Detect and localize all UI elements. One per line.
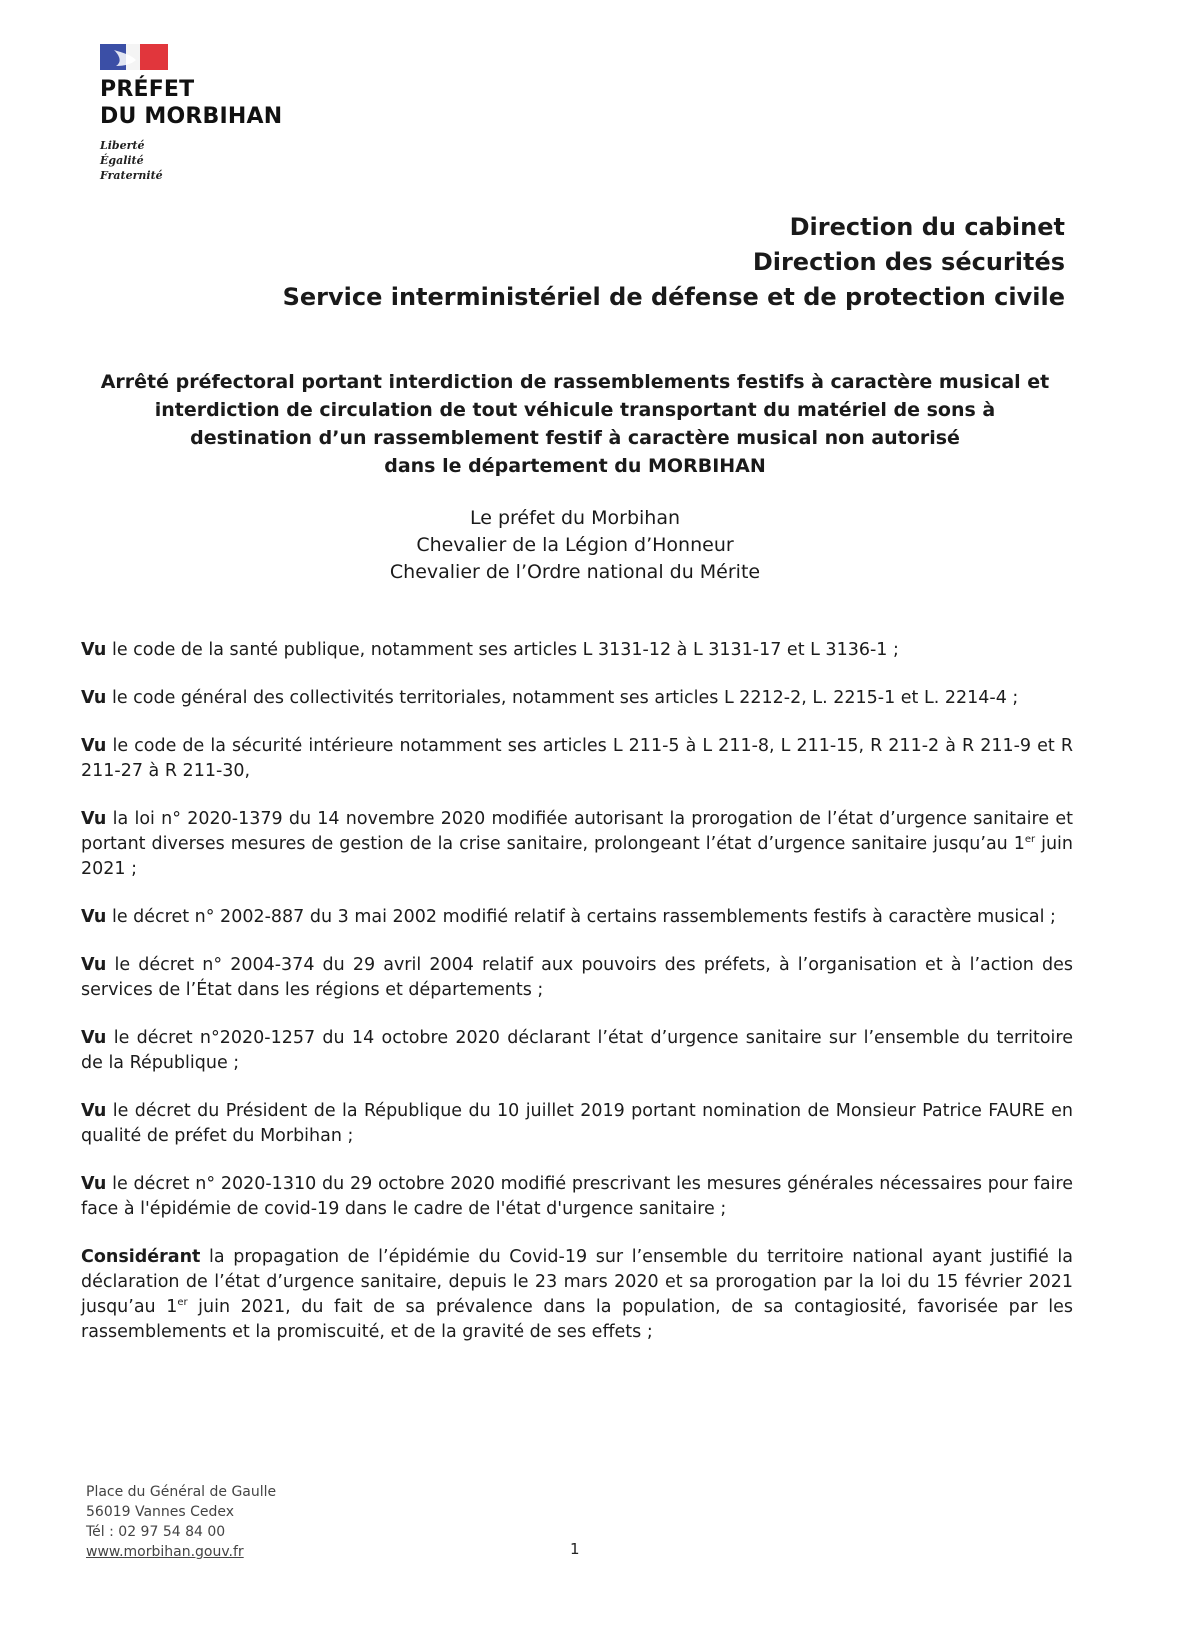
paragraph-text: le décret n° 2004-374 du 29 avril 2004 relatif aux pouvoirs des préfets, à l’organisation et à l’action des services de l’État dans les régions et départements ; — [81, 955, 1073, 1000]
republic-motto — [100, 138, 330, 183]
service-header — [283, 210, 1065, 315]
paragraph-text: le code général des collectivités territoriales, notamment ses articles L 2212-2, L. 2215-1 et L. 2214-4 ; — [111, 688, 1019, 708]
paragraph-considerant — [81, 1245, 1073, 1345]
paragraph-text: le décret n° 2002-887 du 3 mai 2002 modifié relatif à certains rassemblements festifs à caractère musical ; — [111, 907, 1056, 927]
paragraph-text: le code de la sécurité intérieure notamment ses articles L 211-5 à L 211-8, L 211-15, R 211-2 à R 211-9 et R 211-27 à R 211-30, — [81, 736, 1073, 781]
paragraph-vu-decret-2020-1310 — [81, 1172, 1073, 1222]
motto-egalite: Égalité — [100, 154, 144, 167]
paragraph-vu-decret-2020-1257 — [81, 1026, 1073, 1076]
paragraph-vu-decret-2002-887 — [81, 905, 1073, 930]
motto-liberte: Liberté — [100, 139, 145, 152]
authority-line1: Le préfet du Morbihan — [469, 507, 681, 529]
ordinal-superscript: er — [177, 1297, 188, 1309]
footer-address-line2: 56019 Vannes Cedex — [86, 1504, 235, 1520]
document-title — [80, 368, 1070, 480]
footer-website-link[interactable]: www.morbihan.gouv.fr — [86, 1544, 244, 1560]
prefet-name — [100, 76, 330, 130]
paragraph-lead: Vu — [81, 1101, 107, 1121]
title-line1: Arrêté préfectoral portant interdiction de rassemblements festifs à caractère musical et — [100, 371, 1050, 393]
marianne-flag-icon — [100, 44, 168, 70]
paragraph-text: le décret du Président de la République du 10 juillet 2019 portant nomination de Monsieur Patrice FAURE en qualité de préfet du Morbihan ; — [81, 1101, 1073, 1146]
service-header-line3: Service interministériel de défense et de protection civile — [282, 283, 1065, 311]
paragraph-text: le décret n° 2020-1310 du 29 octobre 2020 modifié prescrivant les mesures générales nécessaires pour faire face à l'épidémie de covid-19 dans le cadre de l'état d'urgence sanitaire ; — [81, 1174, 1073, 1219]
service-header-line2: Direction des sécurités — [752, 248, 1065, 276]
prefet-name-line2: DU MORBIHAN — [100, 104, 283, 129]
title-line2: interdiction de circulation de tout véhicule transportant du matériel de sons à — [154, 399, 996, 421]
service-header-line1: Direction du cabinet — [789, 213, 1065, 241]
issuing-authority — [80, 505, 1070, 586]
paragraph-vu-loi-2020-1379 — [81, 807, 1073, 882]
paragraph-text: la loi n° 2020-1379 du 14 novembre 2020 modifiée autorisant la prorogation de l’état d’urgence sanitaire et portant diverses mesures de gestion de la crise sanitaire, prolongeant l’état d’urgence sanitaire jusqu’au 1 — [81, 809, 1073, 854]
footer-address-line1: Place du Général de Gaulle — [86, 1484, 277, 1500]
paragraph-lead: Vu — [81, 809, 107, 829]
motto-fraternite: Fraternité — [100, 169, 163, 182]
paragraph-lead: Vu — [81, 736, 107, 756]
prefet-name-line1: PRÉFET — [100, 77, 195, 102]
paragraph-text-end: juin 2021 ; — [81, 834, 1073, 879]
paragraph-text-end: juin 2021, du fait de sa prévalence dans la population, de sa contagiosité, favorisée par les rassemblements et la promiscuité, et de la gravité de ses effets ; — [81, 1297, 1073, 1342]
footer-address — [86, 1482, 276, 1562]
paragraph-lead: Vu — [81, 955, 107, 975]
paragraph-vu-decret-nomination — [81, 1099, 1073, 1149]
title-line4: dans le département du MORBIHAN — [384, 455, 766, 477]
document-body — [81, 638, 1073, 1368]
paragraph-text: le décret n°2020-1257 du 14 octobre 2020 déclarant l’état d’urgence sanitaire sur l’ensemble du territoire de la République ; — [81, 1028, 1073, 1073]
prefecture-logo — [100, 44, 330, 183]
paragraph-lead: Vu — [81, 1174, 107, 1194]
paragraph-text: le code de la santé publique, notamment ses articles L 3131-12 à L 3131-17 et L 3136-1 ; — [111, 640, 899, 660]
title-line3: destination d’un rassemblement festif à caractère musical non autorisé — [190, 427, 960, 449]
authority-line2: Chevalier de la Légion d’Honneur — [416, 534, 734, 556]
page-number: 1 — [570, 1540, 580, 1558]
paragraph-vu-decret-2004-374 — [81, 953, 1073, 1003]
paragraph-vu-code-sante — [81, 638, 1073, 663]
paragraph-lead: Vu — [81, 1028, 107, 1048]
ordinal-superscript: er — [1024, 834, 1036, 846]
authority-line3: Chevalier de l’Ordre national du Mérite — [389, 561, 761, 583]
paragraph-text: la propagation de l’épidémie du Covid-19 sur l’ensemble du territoire national ayant justifié la déclaration de l’état d’urgence sanitaire, depuis le 23 mars 2020 et sa prorogation par la loi du 15 février 2021 jusqu’au 1 — [81, 1247, 1073, 1317]
paragraph-vu-csi — [81, 734, 1073, 784]
paragraph-lead: Considérant — [81, 1247, 201, 1267]
paragraph-lead: Vu — [81, 907, 107, 927]
paragraph-lead: Vu — [81, 688, 107, 708]
footer-phone: Tél : 02 97 54 84 00 — [86, 1524, 226, 1540]
paragraph-lead: Vu — [81, 640, 107, 660]
paragraph-vu-cgct — [81, 686, 1073, 711]
